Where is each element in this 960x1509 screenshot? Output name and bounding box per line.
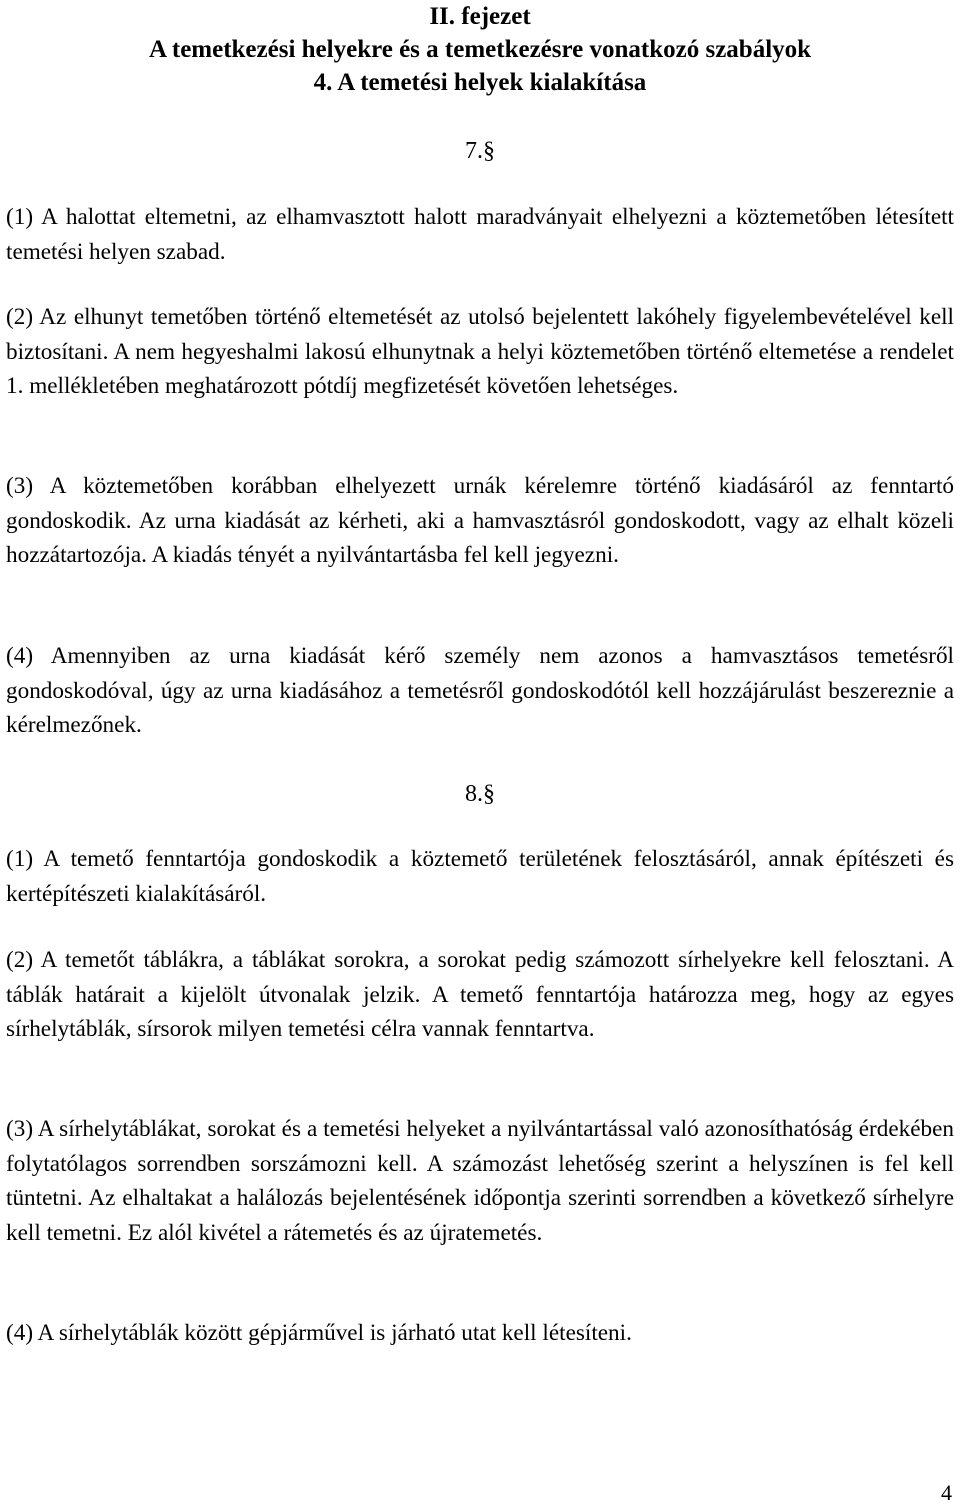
paragraph-8-4: (4) A sírhelytáblák között gépjárművel is járható utat kell létesíteni.: [6, 1320, 632, 1346]
paragraph-8-3: (3) A sírhelytáblákat, sorokat és a temetési helyeket a nyilvántartással való azonosíthatóság érdekében folytatólagos sorrendben sorszámozni kell. A számozást lehetőség szerint a helyszínen is fel kell tüntetni. Az elhaltakat a halálozás bejelentésének időpontja szerinti sorrendben a következő sírhelyre kell temetni. Ez alól kivétel a rátemetés és az újratemetés.: [6, 1116, 954, 1246]
chapter-header: [0, 0, 960, 99]
section-heading: 4. A temetési helyek kialakítása: [313, 69, 647, 96]
section-mark-8: 8.§: [465, 781, 495, 807]
chapter-subtitle: A temetkezési helyekre és a temetkezésre vonatkozó szabályok: [148, 36, 812, 63]
paragraph-8-1: (1) A temető fenntartója gondoskodik a köztemető területének felosztásáról, annak építészeti és kertépítészeti kialakításáról.: [6, 846, 954, 907]
page-number: 4: [941, 1480, 952, 1505]
paragraph-7-4: (4) Amennyiben az urna kiadását kérő személy nem azonos a hamvasztásos temetésről gondoskodóval, úgy az urna kiadásához a temetésről gondoskodótól kell hozzájárulást beszereznie a kérelmezőnek.: [6, 643, 954, 738]
section-mark-7: 7.§: [465, 138, 495, 164]
chapter-title: II. fejezet: [429, 3, 531, 30]
paragraph-8-2: (2) A temetőt táblákra, a táblákat sorokra, a sorokat pedig számozott sírhelyekre kell felosztani. A táblák határait a kijelölt útvonalak jelzik. A temető fenntartója határozza meg, hogy az egyes sírhelytáblák, sírsorok milyen temetési célra vannak fenntartva.: [6, 947, 954, 1042]
paragraph-7-3: (3) A köztemetőben korábban elhelyezett urnák kérelemre történő kiadásáról az fenntartó gondoskodik. Az urna kiadását az kérheti, aki a hamvasztásról gondoskodott, vagy az elhalt közeli hozzátartozója. A kiadás tényét a nyilvántartásba fel kell jegyezni.: [6, 473, 954, 568]
paragraph-7-1: (1) A halottat eltemetni, az elhamvasztott halott maradványait elhelyezni a köztemetőben létesített temetési helyen szabad.: [6, 204, 954, 265]
paragraph-7-2: (2) Az elhunyt temetőben történő eltemetését az utolsó bejelentett lakóhely figyelembevételével kell biztosítani. A nem hegyeshalmi lakosú elhunytnak a helyi köztemetőben történő eltemetése a rendelet 1. mellékletében meghatározott pótdíj megfizetését követően lehetséges.: [6, 304, 954, 399]
